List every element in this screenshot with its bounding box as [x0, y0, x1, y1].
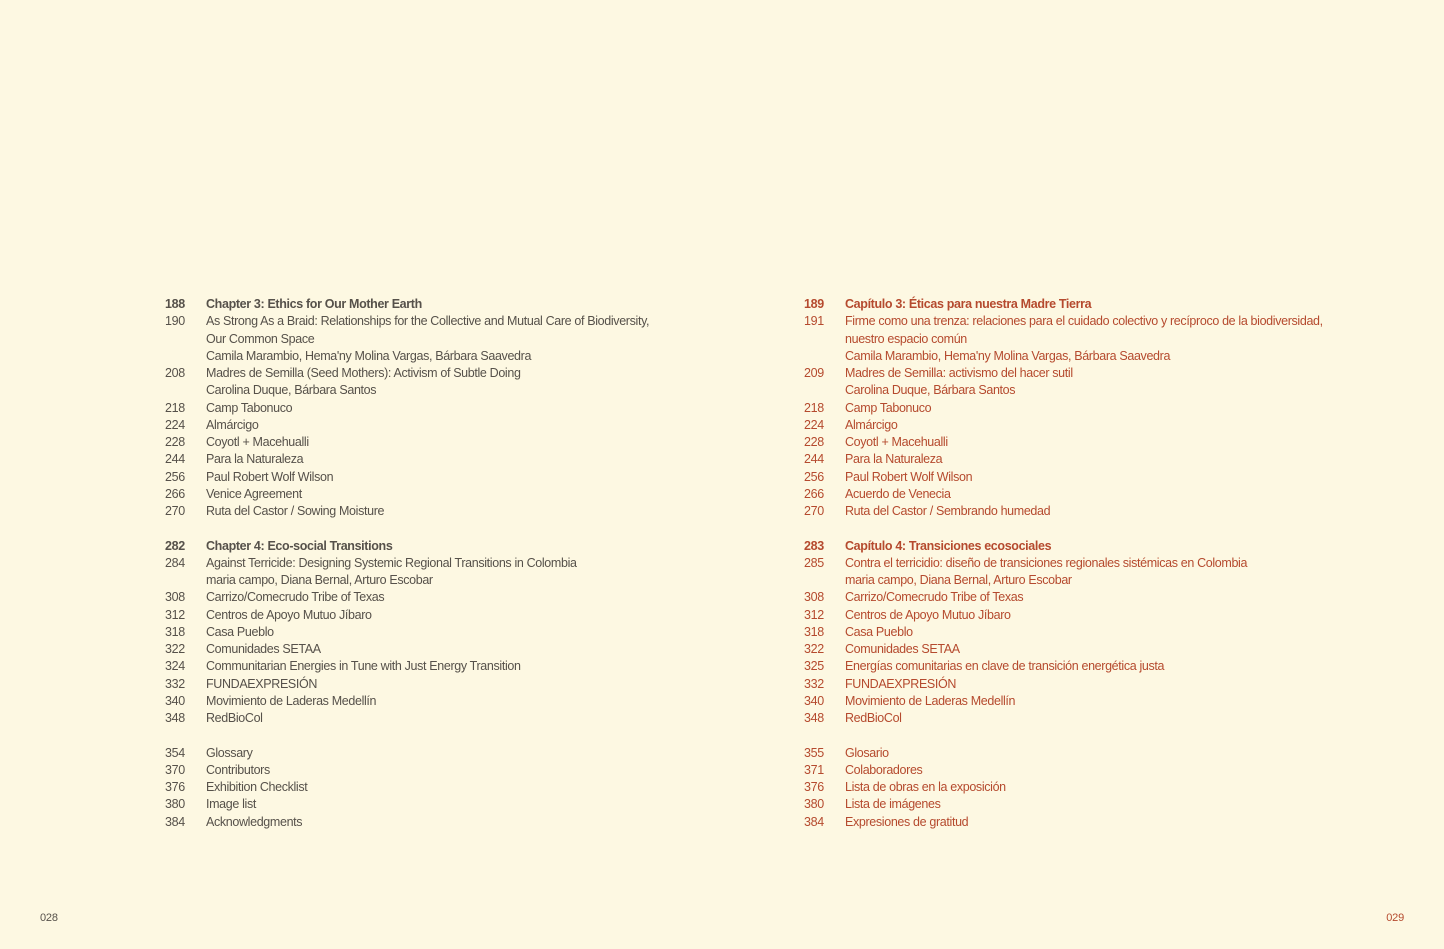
toc-entry-title: Casa Pueblo	[206, 624, 274, 639]
toc-entry-page-number	[804, 348, 845, 365]
toc-entry-title: Para la Naturaleza	[206, 452, 304, 467]
toc-entry-page-number: 188	[165, 297, 185, 311]
toc-entry-row	[804, 641, 1404, 658]
page-number-left: 028	[40, 912, 58, 924]
toc-entry-title: Glosario	[845, 745, 889, 760]
toc-entry-row	[165, 400, 710, 417]
toc-entry-page-number: 244	[804, 452, 824, 467]
toc-entry-title: Contra el terricidio: diseño de transiciones regionales sistémicas en Colombia	[845, 555, 1248, 570]
toc-section	[804, 538, 1404, 728]
toc-entry-page-number	[165, 348, 206, 365]
toc-entry-row	[165, 365, 710, 382]
toc-entry-row	[804, 400, 1404, 417]
toc-entry-page-number: 332	[165, 676, 185, 691]
toc-section	[165, 538, 710, 728]
toc-entry-title: Exhibition Checklist	[206, 780, 308, 794]
toc-entry-title: Capítulo 3: Éticas para nuestra Madre Tierra	[845, 297, 1092, 311]
toc-entry-page-number: 189	[804, 297, 824, 311]
toc-chapter-row	[804, 296, 1404, 313]
toc-english	[165, 296, 710, 831]
toc-entry-page-number: 318	[165, 624, 185, 639]
toc-entry-row	[165, 434, 710, 451]
toc-entry-row	[804, 710, 1404, 727]
toc-entry-title: Venice Agreement	[206, 486, 302, 501]
toc-entry-page-number: 228	[804, 435, 824, 449]
toc-entry-row	[165, 779, 710, 796]
toc-entry-row	[804, 624, 1404, 641]
toc-entry-row	[165, 451, 710, 468]
toc-chapter-row	[804, 538, 1404, 555]
toc-entry-row	[165, 313, 710, 330]
toc-entry-title: RedBioCol	[845, 711, 902, 725]
toc-entry-row	[804, 417, 1404, 434]
toc-entry-row	[165, 503, 710, 520]
toc-entry-title: Comunidades SETAA	[845, 642, 960, 656]
toc-entry-page-number: 283	[804, 538, 824, 553]
toc-entry-row	[804, 486, 1404, 503]
toc-entry-row	[804, 607, 1404, 624]
toc-entry-title: Lista de imágenes	[845, 797, 941, 812]
toc-entry-title: Acuerdo de Venecia	[845, 486, 951, 501]
toc-entry-row	[804, 451, 1404, 468]
toc-chapter-row	[165, 538, 710, 555]
toc-entry-title: Carrizo/Comecrudo Tribe of Texas	[845, 590, 1024, 605]
toc-entry-page-number: 190	[165, 314, 185, 329]
toc-entry-row	[804, 572, 1404, 589]
toc-entry-title: Image list	[206, 797, 256, 812]
toc-entry-title: Movimiento de Laderas Medellín	[206, 693, 377, 708]
toc-entry-title: Camp Tabonuco	[206, 400, 293, 415]
toc-entry-row	[165, 693, 710, 710]
toc-entry-row	[165, 469, 710, 486]
toc-entry-page-number: 308	[804, 590, 824, 605]
toc-entry-page-number: 324	[165, 659, 185, 674]
toc-entry-page-number: 348	[804, 711, 824, 725]
toc-entry-page-number: 191	[804, 314, 824, 329]
toc-entry-title: Chapter 3: Ethics for Our Mother Earth	[206, 297, 422, 311]
toc-entry-page-number: 380	[804, 797, 824, 812]
toc-entry-title: Ruta del Castor / Sembrando humedad	[845, 504, 1051, 518]
toc-entry-row	[804, 382, 1404, 399]
toc-entry-row	[804, 313, 1404, 330]
toc-entry-page-number: 312	[804, 607, 824, 622]
toc-entry-title: maria campo, Diana Bernal, Arturo Escobar	[206, 573, 433, 587]
toc-entry-title: Almárcigo	[845, 417, 898, 432]
toc-entry-row	[804, 331, 1404, 348]
toc-chapter-row	[165, 296, 710, 313]
toc-entry-title: Madres de Semilla (Seed Mothers): Activism of Subtle Doing	[206, 366, 521, 380]
toc-entry-row	[165, 762, 710, 779]
toc-entry-page-number: 371	[804, 762, 824, 777]
toc-entry-row	[804, 693, 1404, 710]
toc-entry-page-number: 322	[804, 642, 824, 656]
toc-entry-row	[165, 745, 710, 762]
toc-entry-title: maria campo, Diana Bernal, Arturo Escobar	[845, 573, 1072, 587]
toc-entry-title: Casa Pueblo	[845, 624, 913, 639]
toc-entry-row	[165, 796, 710, 813]
toc-entry-row	[165, 555, 710, 572]
toc-entry-title: Coyotl + Macehualli	[206, 435, 309, 449]
toc-entry-title: Capítulo 4: Transiciones ecosociales	[845, 538, 1052, 553]
toc-entry-page-number: 332	[804, 676, 824, 691]
toc-entry-title: Camila Marambio, Hema'ny Molina Vargas, Bárbara Saavedra	[845, 348, 1171, 363]
toc-entry-row	[804, 676, 1404, 693]
toc-entry-row	[165, 641, 710, 658]
toc-entry-row	[804, 365, 1404, 382]
toc-entry-row	[804, 745, 1404, 762]
toc-entry-page-number: 256	[804, 469, 824, 484]
toc-entry-title: FUNDAEXPRESIÓN	[845, 676, 957, 691]
toc-entry-row	[804, 762, 1404, 779]
toc-entry-title: Almárcigo	[206, 417, 259, 432]
toc-entry-title: Our Common Space	[206, 331, 315, 346]
toc-entry-page-number	[165, 331, 206, 348]
toc-entry-row	[165, 331, 710, 348]
toc-entry-page-number: 282	[165, 538, 185, 553]
toc-entry-page-number	[804, 572, 845, 589]
toc-entry-page-number: 218	[804, 400, 824, 415]
toc-entry-row	[165, 382, 710, 399]
toc-entry-title: Glossary	[206, 745, 253, 760]
toc-entry-row	[804, 503, 1404, 520]
toc-entry-row	[804, 469, 1404, 486]
toc-section	[165, 296, 710, 520]
toc-entry-title: Para la Naturaleza	[845, 452, 943, 467]
toc-entry-row	[804, 796, 1404, 813]
toc-entry-row	[165, 658, 710, 675]
toc-entry-title: Madres de Semilla: activismo del hacer sutil	[845, 366, 1073, 380]
toc-entry-title: As Strong As a Braid: Relationships for the Collective and Mutual Care of Biodiversity,	[206, 314, 650, 329]
toc-entry-page-number: 340	[165, 693, 185, 708]
toc-entry-title: Coyotl + Macehualli	[845, 435, 948, 449]
toc-entry-title: Contributors	[206, 762, 270, 777]
toc-entry-title: Camp Tabonuco	[845, 400, 932, 415]
toc-entry-title: Against Terricide: Designing Systemic Regional Transitions in Colombia	[206, 555, 577, 570]
toc-entry-row	[804, 434, 1404, 451]
page-right-spanish	[722, 0, 1444, 949]
toc-entry-page-number: 312	[165, 607, 185, 622]
toc-entry-title: Communitarian Energies in Tune with Just Energy Transition	[206, 659, 521, 674]
toc-entry-title: Chapter 4: Eco-social Transitions	[206, 538, 393, 553]
toc-entry-row	[165, 572, 710, 589]
toc-entry-row	[804, 814, 1404, 831]
toc-entry-title: Paul Robert Wolf Wilson	[206, 469, 334, 484]
toc-entry-page-number: 209	[804, 366, 824, 380]
toc-entry-page-number: 228	[165, 435, 185, 449]
toc-entry-page-number: 380	[165, 797, 185, 812]
toc-section	[804, 745, 1404, 831]
toc-entry-title: nuestro espacio común	[845, 331, 967, 346]
toc-entry-page-number: 376	[804, 780, 824, 794]
toc-entry-page-number: 256	[165, 469, 185, 484]
toc-spanish	[804, 296, 1404, 831]
toc-entry-title: Ruta del Castor / Sowing Moisture	[206, 504, 385, 518]
toc-entry-title: Lista de obras en la exposición	[845, 780, 1006, 794]
toc-entry-page-number: 370	[165, 762, 185, 777]
toc-entry-title: Firme como una trenza: relaciones para el cuidado colectivo y recíproco de la biodiversidad,	[845, 314, 1323, 329]
toc-entry-row	[165, 589, 710, 606]
toc-entry-row	[165, 814, 710, 831]
toc-entry-row	[165, 676, 710, 693]
toc-entry-page-number: 354	[165, 745, 185, 760]
toc-entry-title: Camila Marambio, Hema'ny Molina Vargas, Bárbara Saavedra	[206, 348, 532, 363]
toc-entry-page-number: 284	[165, 555, 185, 570]
toc-entry-row	[804, 348, 1404, 365]
toc-entry-page-number	[804, 382, 845, 399]
toc-entry-title: Paul Robert Wolf Wilson	[845, 469, 973, 484]
toc-entry-title: Carolina Duque, Bárbara Santos	[845, 383, 1016, 398]
toc-entry-page-number: 285	[804, 555, 824, 570]
toc-section	[165, 745, 710, 831]
toc-entry-title: Energías comunitarias en clave de transición energética justa	[845, 659, 1165, 674]
toc-entry-title: FUNDAEXPRESIÓN	[206, 676, 318, 691]
toc-entry-page-number: 208	[165, 366, 185, 380]
toc-entry-title: Centros de Apoyo Mutuo Jíbaro	[845, 607, 1011, 622]
toc-entry-page-number: 325	[804, 659, 824, 674]
toc-entry-page-number	[165, 382, 206, 399]
toc-entry-page-number: 318	[804, 624, 824, 639]
toc-entry-title: Acknowledgments	[206, 814, 303, 829]
toc-entry-page-number: 355	[804, 745, 824, 760]
toc-entry-title: Movimiento de Laderas Medellín	[845, 693, 1016, 708]
toc-entry-row	[165, 710, 710, 727]
toc-entry-title: Comunidades SETAA	[206, 642, 321, 656]
toc-entry-row	[804, 658, 1404, 675]
toc-entry-page-number: 270	[804, 504, 824, 518]
toc-entry-title: Carrizo/Comecrudo Tribe of Texas	[206, 590, 385, 605]
toc-entry-row	[804, 779, 1404, 796]
toc-entry-page-number: 266	[804, 486, 824, 501]
toc-entry-page-number	[804, 331, 845, 348]
toc-entry-page-number: 224	[165, 417, 185, 432]
toc-entry-page-number: 270	[165, 504, 185, 518]
toc-section	[804, 296, 1404, 520]
toc-entry-row	[165, 486, 710, 503]
toc-entry-row	[804, 555, 1404, 572]
toc-entry-row	[804, 589, 1404, 606]
toc-entry-page-number: 340	[804, 693, 824, 708]
toc-entry-row	[165, 348, 710, 365]
toc-entry-page-number: 322	[165, 642, 185, 656]
toc-entry-page-number: 266	[165, 486, 185, 501]
toc-entry-page-number: 376	[165, 780, 185, 794]
toc-entry-title: Expresiones de gratitud	[845, 814, 969, 829]
toc-entry-page-number: 224	[804, 417, 824, 432]
toc-entry-row	[165, 607, 710, 624]
page-number-right: 029	[1386, 912, 1404, 924]
toc-entry-title: Colaboradores	[845, 762, 923, 777]
toc-entry-title: Carolina Duque, Bárbara Santos	[206, 383, 377, 398]
toc-entry-page-number: 308	[165, 590, 185, 605]
toc-entry-page-number: 384	[804, 814, 824, 829]
toc-entry-row	[165, 624, 710, 641]
toc-entry-page-number: 384	[165, 814, 185, 829]
toc-entry-page-number	[165, 572, 206, 589]
toc-entry-title: RedBioCol	[206, 711, 263, 725]
toc-entry-title: Centros de Apoyo Mutuo Jíbaro	[206, 607, 372, 622]
toc-entry-row	[165, 417, 710, 434]
toc-entry-page-number: 244	[165, 452, 185, 467]
toc-entry-page-number: 218	[165, 400, 185, 415]
toc-entry-page-number: 348	[165, 711, 185, 725]
